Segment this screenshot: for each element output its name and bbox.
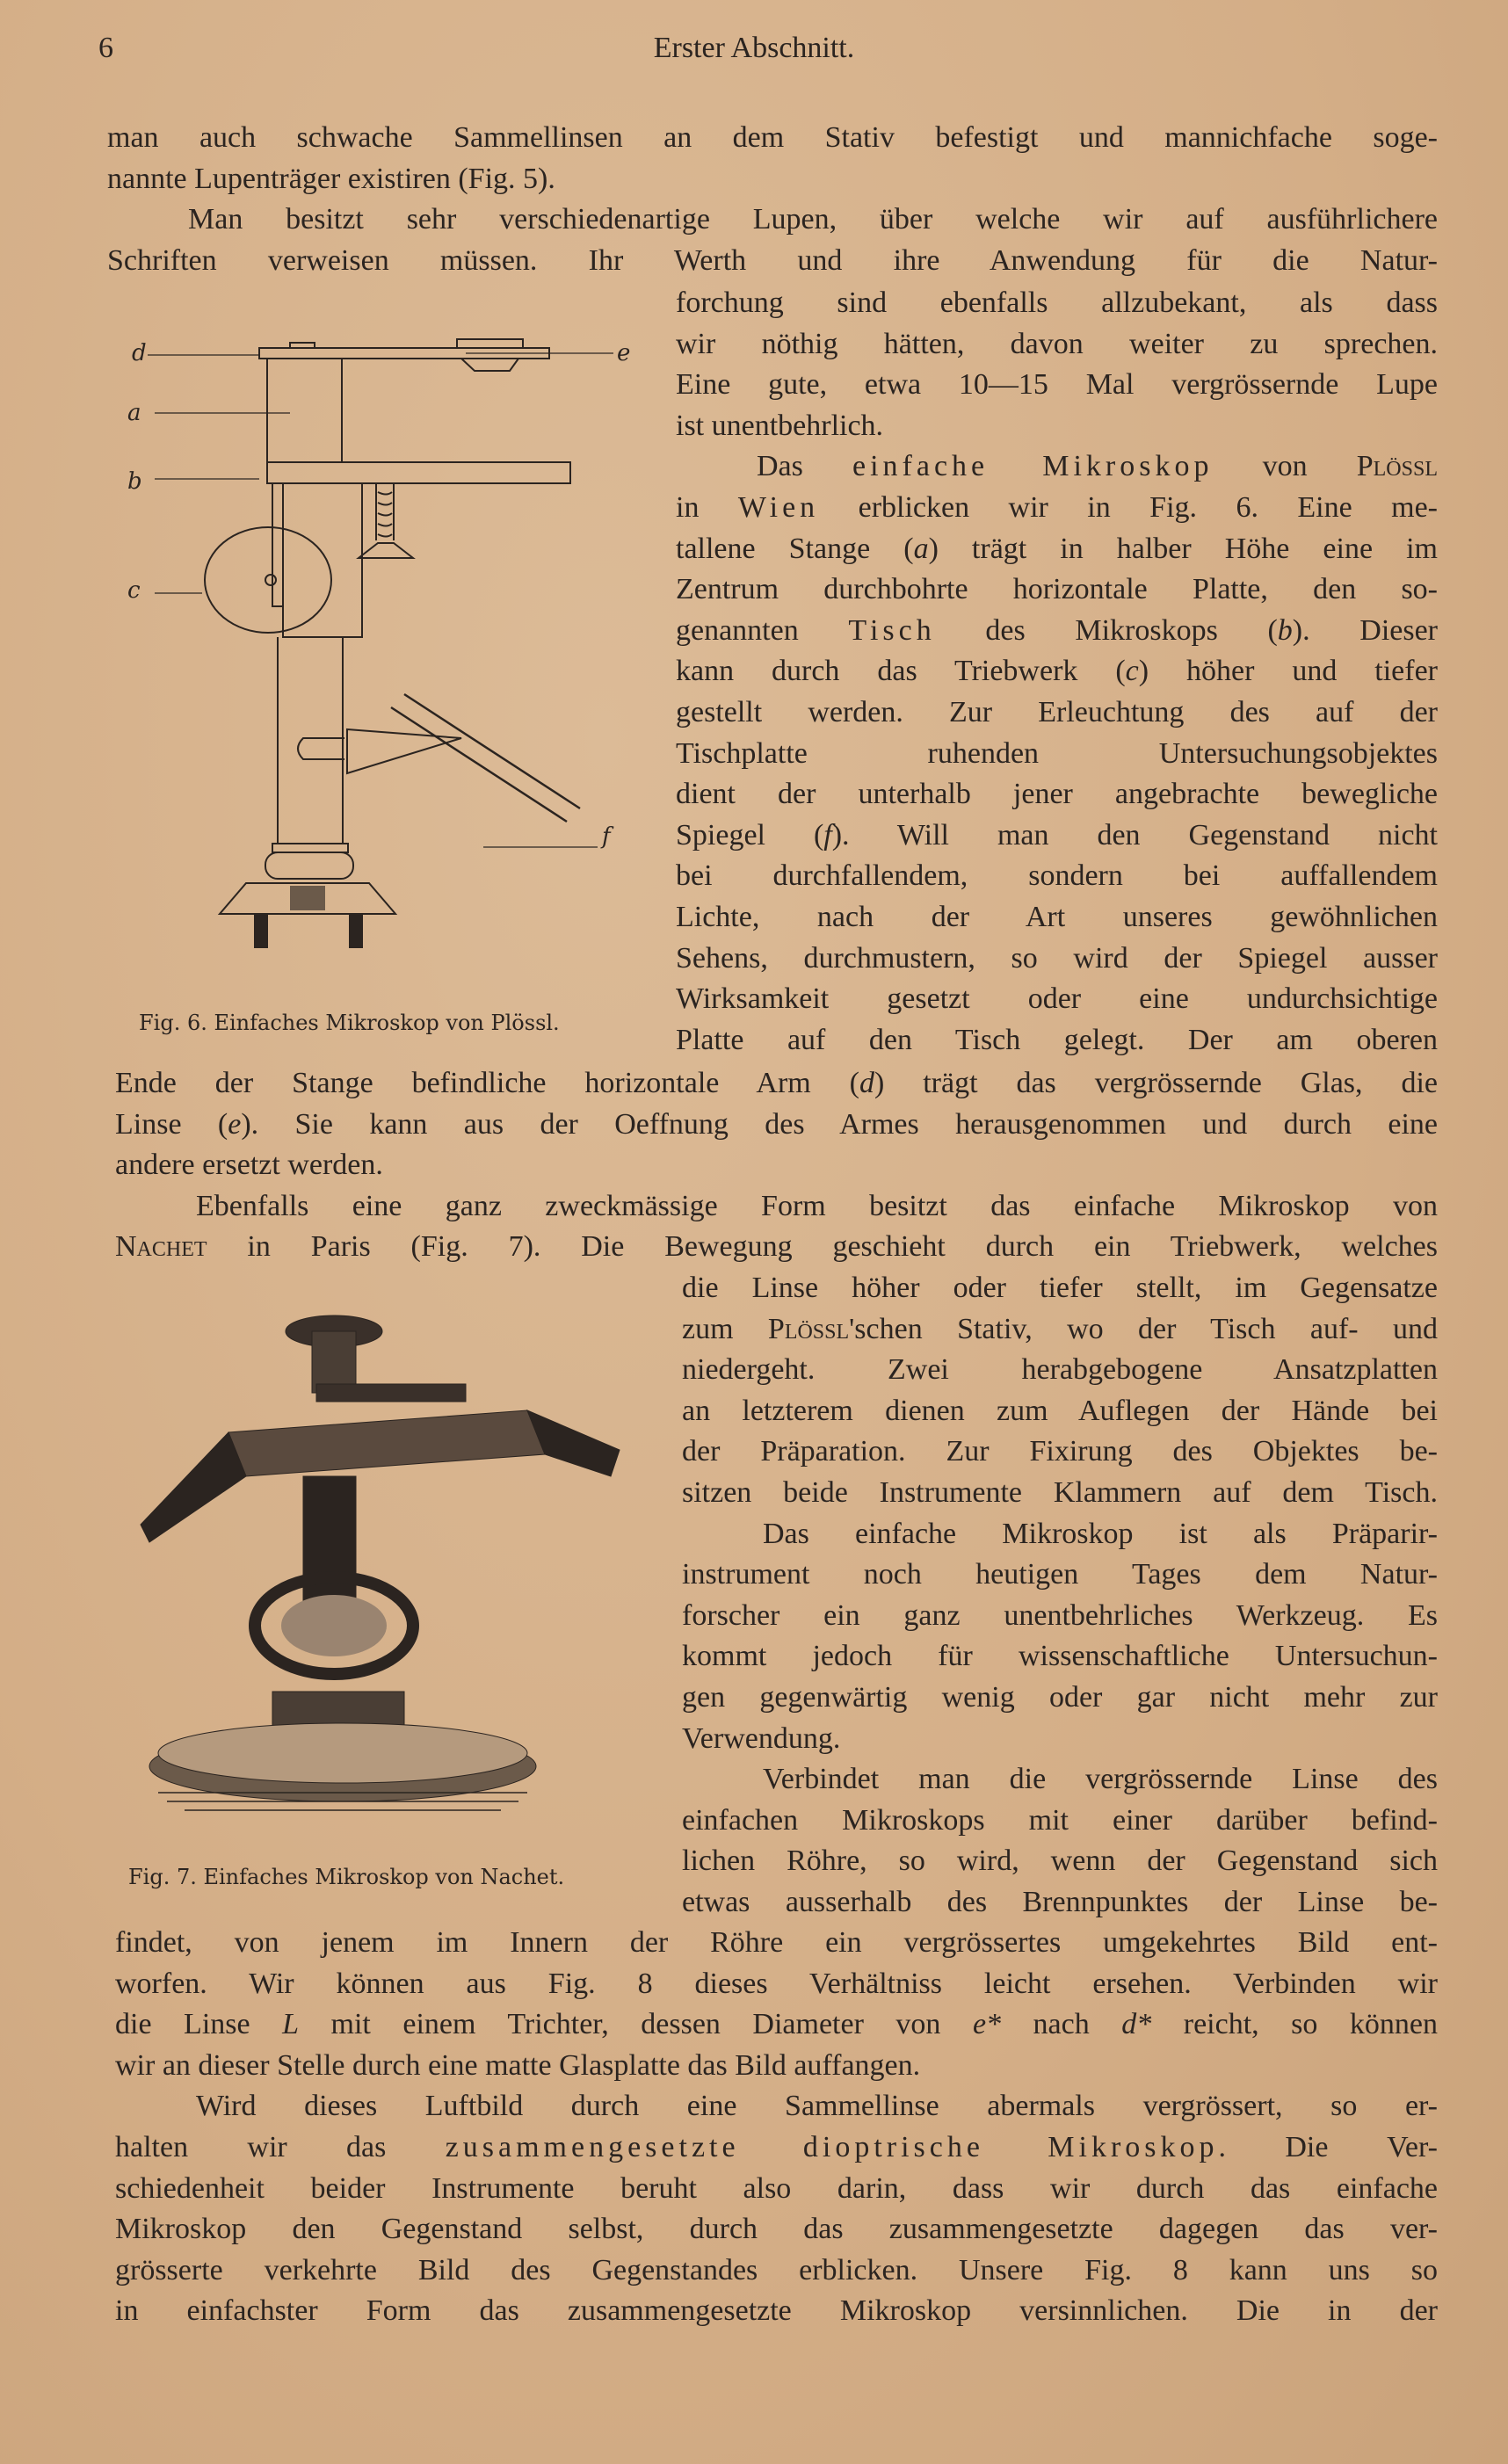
text-segment: findet, von jenem im Innern der Röhre ein vergrössertes umgekehrtes Bild ent- [115,1926,1438,1959]
text-segment: sitzen beide Instrumente Klammern auf dem Tisch. [682,1475,1438,1509]
text-segment: forchung sind ebenfalls allzubekant, als dass [676,286,1438,319]
text-line [107,159,1438,200]
text-segment: des Mikroskops ( [935,613,1278,647]
text-segment: Man besitzt sehr verschiedenartige Lupen, über welche wir auf ausführlichere [188,203,1438,236]
text-line [676,651,1438,692]
text-segment: nannte Lupenträger existiren (Fig. 5). [107,162,555,195]
emphasis-spaced: zusammengesetzte dioptrische Mikroskop [445,2130,1219,2163]
text-segment: bei durchfallendem, sondern bei auffallendem [676,859,1438,893]
name-smallcaps: Plössl [767,1312,850,1345]
text-line [676,692,1438,734]
text-line [115,2086,1438,2127]
text-segment: lichen Röhre, so wird, wenn der Gegenstand sich [682,1844,1438,1878]
text-line [682,1841,1438,1882]
text-line [676,446,1438,488]
figure-reference-letter: c [1125,655,1139,688]
text-segment: gen gegenwärtig wenig oder gar nicht mehr zur [682,1680,1438,1714]
figure-reference-letter: b [1277,613,1293,647]
text-line [676,815,1438,857]
figure-reference-letter: e* [972,2008,1002,2041]
text-line [115,1186,1438,1228]
text-block-beside-fig7 [682,1268,1438,1924]
text-line [115,1145,1438,1186]
text-line [682,1596,1438,1637]
fig6-label-a: a [127,400,141,426]
text-segment: der Präparation. Zur Fixirung des Objektes be- [682,1435,1438,1468]
text-segment: man auch schwache Sammellinsen an dem Stativ befestigt und mannichfache soge- [107,121,1438,154]
text-segment: ). Sie kann aus der Oeffnung des Armes herausgenommen und durch eine [241,1107,1439,1141]
text-line [676,979,1438,1020]
text-line [676,365,1438,406]
text-segment: nach [1001,2008,1122,2041]
text-segment: erblicken wir in Fig. 6. Eine me- [819,490,1438,524]
figure-reference-letter: d [859,1067,874,1099]
text-line [682,1473,1438,1514]
name-smallcaps: Plössl [1356,450,1438,483]
figure-6-ploessl-microscope [114,316,633,1011]
figure-reference-letter: f [823,818,832,852]
text-segment: etwas ausserhalb des Brennpunktes der Linse be- [682,1885,1438,1918]
text-line [115,1923,1438,1964]
figure-reference-letter: d* [1121,2008,1152,2041]
text-segment: ). Dieser [1292,613,1439,647]
text-line [682,1350,1438,1391]
text-segment: Zentrum durchbohrte horizontale Platte, den so- [676,573,1438,606]
figure-reference-letter: e [228,1107,242,1141]
text-line [676,1020,1438,1062]
text-segment: reicht, so können [1151,2008,1438,2041]
text-line [115,2291,1438,2332]
text-block-middle [115,1063,1438,1268]
text-segment: Ende der Stange befindliche horizontale Arm ( [115,1067,859,1099]
text-line [676,488,1438,529]
text-segment: ). Will man den Gegenstand nicht [831,818,1438,852]
text-segment: mit einem Trichter, dessen Diameter von [299,2008,973,2041]
text-line [682,1391,1438,1432]
text-line [115,1964,1438,2005]
text-segment: . Die Ver- [1218,2130,1438,2163]
text-block-top [107,118,1438,281]
text-line [682,1759,1438,1801]
text-segment: Wird dieses Luftbild durch eine Sammellinse abermals vergrössert, so er- [196,2090,1438,2123]
text-line [676,529,1438,570]
text-line [682,1514,1438,1555]
text-line [676,897,1438,938]
text-line [107,241,1438,282]
text-line [676,774,1438,815]
text-line [115,1227,1438,1268]
fig6-label-c: c [127,577,141,604]
text-segment: Das [757,450,852,483]
text-line [682,1678,1438,1719]
text-line [682,1882,1438,1924]
text-line [676,856,1438,897]
name-smallcaps: Nachet [115,1230,207,1264]
text-segment: die Linse höher oder tiefer stellt, im Gegensatze [682,1272,1438,1304]
text-segment: an letzterem dienen zum Auflegen der Hände bei [682,1394,1438,1427]
text-line [682,1554,1438,1596]
text-block-beside-fig6 [676,283,1438,1061]
text-segment: die Linse [115,2008,283,2041]
text-segment: Sehens, durchmustern, so wird der Spiegel ausser [676,941,1438,975]
figure-6-caption: Fig. 6. Einfaches Mikroskop von Plössl. [139,1011,560,1035]
text-line [682,1309,1438,1351]
figure-reference-letter: a [913,532,929,565]
text-segment: schiedenheit beider Instrumente beruht also darin, dass wir durch das einfache [115,2171,1438,2205]
fig6-label-f: f [602,823,611,850]
text-line [676,569,1438,611]
text-line [107,118,1438,159]
text-line [115,1105,1438,1146]
text-block-bottom [115,1923,1438,2332]
text-segment: in einfachster Form das zusammengesetzte Mikroskop versinnlichen. Die in der [115,2294,1438,2328]
text-line [676,611,1438,652]
text-segment: kommt jedoch für wissenschaftliche Untersuchun- [682,1640,1438,1673]
figure-7-caption: Fig. 7. Einfaches Mikroskop von Nachet. [128,1865,565,1889]
text-segment: zum [682,1312,768,1345]
text-segment: forscher ein ganz unentbehrliches Werkzeug. Es [682,1598,1438,1632]
text-line [115,2209,1438,2250]
fig6-label-e: e [617,340,631,366]
fig6-label-b: b [127,468,142,495]
text-segment: kann durch das Triebwerk ( [676,655,1126,688]
text-segment: Platte auf den Tisch gelegt. Der am oberen [676,1023,1438,1056]
text-segment: ) trägt in halber Höhe eine im [928,532,1438,565]
text-segment: Ebenfalls eine ganz zweckmässige Form besitzt das einfache Mikroskop von [196,1189,1438,1222]
text-segment: genannten [676,613,849,647]
emphasis-spaced: einfache Mikroskop [852,450,1214,483]
text-segment: Lichte, nach der Art unseres gewöhnlichen [676,900,1438,933]
text-line [676,406,1438,447]
text-line [676,324,1438,366]
text-segment: in Paris (Fig. 7). Die Bewegung geschieht durch ein Triebwerk, welches [207,1230,1438,1264]
figure-reference-letter: L [282,2008,300,2041]
text-line [682,1431,1438,1473]
text-segment: instrument noch heutigen Tages dem Natur- [682,1558,1438,1591]
text-line [676,734,1438,775]
text-segment: Spiegel ( [676,818,824,852]
text-line [682,1719,1438,1760]
text-segment: Linse ( [115,1107,228,1141]
text-line [115,2004,1438,2046]
text-line [115,2169,1438,2210]
text-segment: ) trägt das vergrössernde Glas, die [874,1067,1438,1099]
text-segment: wir an dieser Stelle durch eine matte Glasplatte das Bild auffangen. [115,2048,921,2082]
text-segment: einfachen Mikroskops mit einer darüber befind- [682,1803,1438,1837]
text-segment: in [676,490,738,524]
text-line [115,1063,1438,1105]
text-segment: worfen. Wir können aus Fig. 8 dieses Verhältniss leicht ersehen. Verbinden wir [115,1967,1438,2000]
text-segment: grösserte verkehrte Bild des Gegenstandes erblicken. Unsere Fig. 8 kann uns so [115,2253,1438,2286]
text-segment: andere ersetzt werden. [115,1149,383,1182]
text-line [682,1636,1438,1678]
text-segment: dient der unterhalb jener angebrachte bewegliche [676,778,1438,811]
text-segment: Schriften verweisen müssen. Ihr Werth und ihre Anwendung für die Natur- [107,243,1438,277]
text-line [115,2250,1438,2292]
page-number: 6 [98,32,113,64]
text-segment: halten wir das [115,2130,446,2163]
text-segment: Das einfache Mikroskop ist als Präparir- [763,1517,1438,1550]
text-segment: ) höher und tiefer [1138,655,1438,688]
text-segment: 'schen Stativ, wo der Tisch auf- und [849,1312,1438,1345]
text-segment: von [1213,450,1357,483]
text-segment: ist unentbehrlich. [676,409,884,442]
text-line [682,1268,1438,1309]
fig6-label-d: d [132,340,147,366]
text-segment: Wirksamkeit gesetzt oder eine undurchsichtige [676,982,1438,1016]
text-line [107,199,1438,241]
text-segment: niedergeht. Zwei herabgebogene Ansatzplatten [682,1353,1438,1387]
emphasis-spaced: Wien [737,490,820,524]
text-segment: Tischplatte ruhenden Untersuchungsobjektes [676,736,1438,770]
text-line [682,1801,1438,1842]
text-segment: gestellt werden. Zur Erleuchtung des auf der [676,695,1438,728]
text-line [115,2046,1438,2087]
running-head: Erster Abschnitt. [653,32,855,64]
text-line [676,938,1438,980]
text-segment: Eine gute, etwa 10—15 Mal vergrössernde Lupe [676,368,1438,402]
text-segment: tallene Stange ( [676,532,914,565]
text-line [676,283,1438,324]
text-segment: Verbindet man die vergrössernde Linse des [763,1763,1438,1796]
text-line [115,2127,1438,2169]
text-segment: Verwendung. [682,1721,841,1755]
text-segment: Mikroskop den Gegenstand selbst, durch das zusammengesetzte dagegen das ver- [115,2213,1438,2246]
emphasis-spaced: Tisch [848,613,936,647]
text-segment: wir nöthig hätten, davon weiter zu sprechen. [676,327,1438,360]
figure-7-nachet-microscope [132,1279,624,1850]
